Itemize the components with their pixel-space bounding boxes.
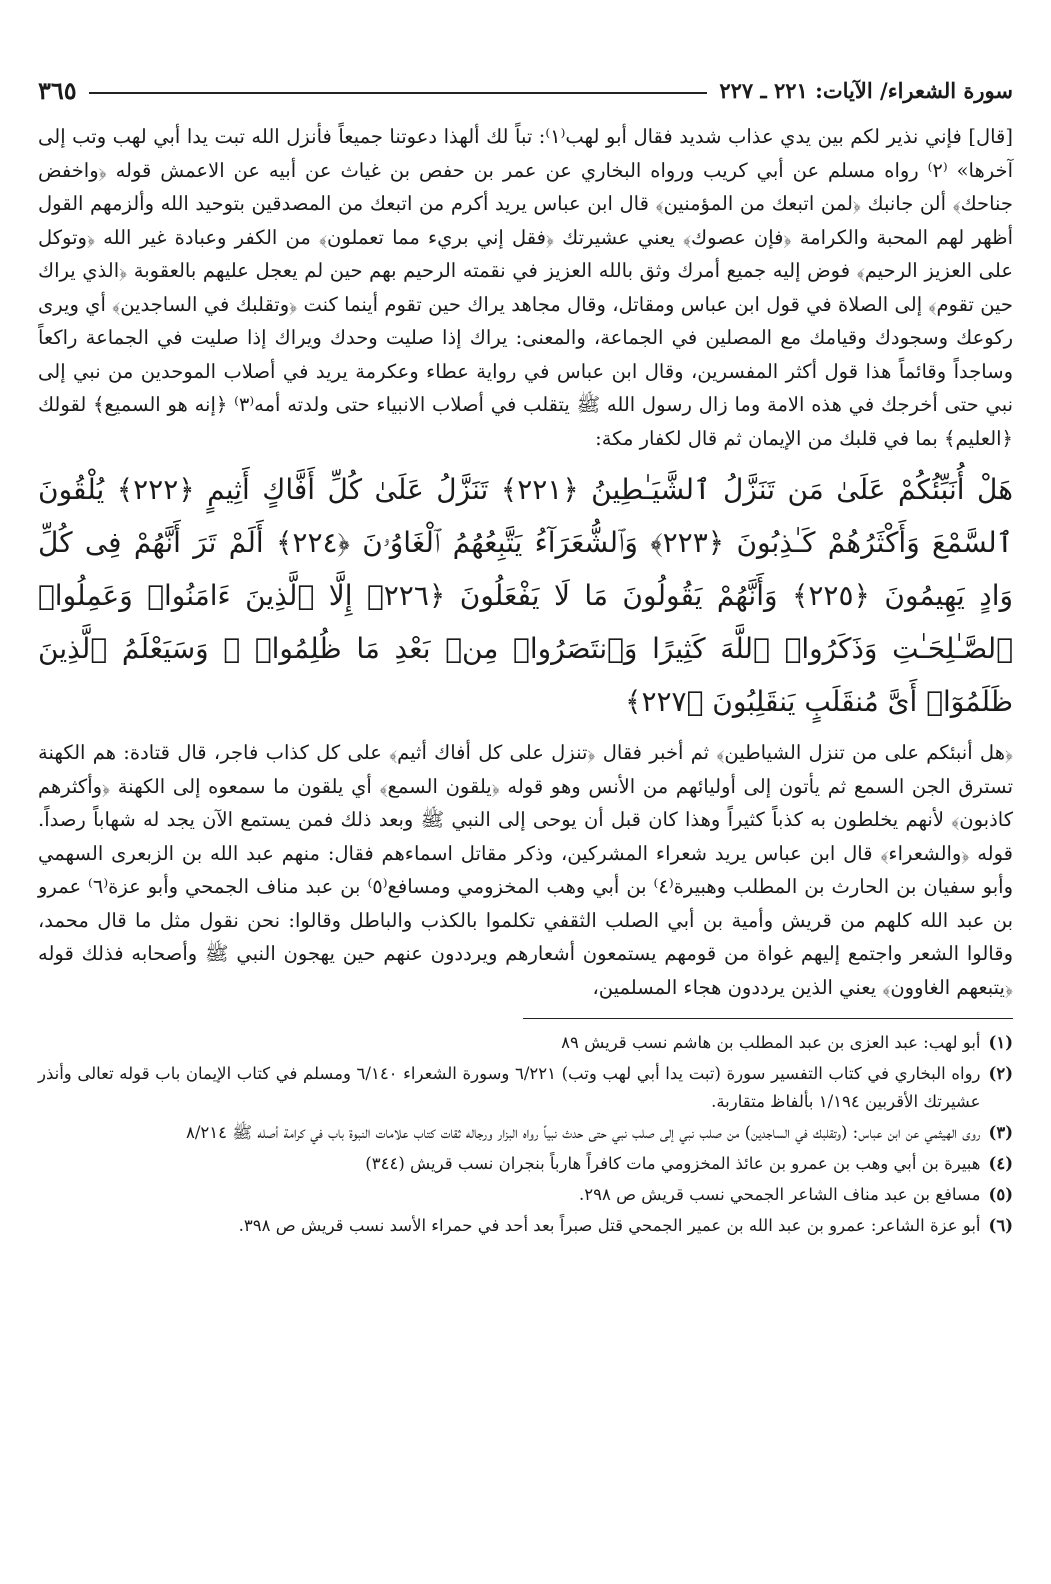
footnote-text: رواه البخاري في كتاب التفسير سورة (تبت يدا أبي لهب وتب) ٦/٢٢١ وسورة الشعراء ٦/١٤٠ ومسلم في كتاب الإيمان باب قوله تعالى وأنذر عشيرتك الأقربين ١/١٩٤ بألفاظ متقاربة.: [38, 1064, 981, 1111]
quran-verses: هَلْ أُنَبِّئُكُمْ عَلَىٰ مَن تَنَزَّلُ ٱلشَّيَـٰطِينُ ﴿٢٢١﴾ تَنَزَّلُ عَلَىٰ كُلِّ أَفَّاكٍ أَثِيمٍ ﴿٢٢٢﴾ يُلْقُونَ ٱلسَّمْعَ وَأَكْثَرُهُمْ كَـٰذِبُونَ ﴿٢٢٣﴾ وَٱلشُّعَرَآءُ يَتَّبِعُهُمُ ٱلْغَاوُۥنَ ﴿٢٢٤﴾ أَلَمْ تَرَ أَنَّهُمْ فِى كُلِّ وَادٍ يَهِيمُونَ ﴿٢٢٥﴾ وَأَنَّهُمْ يَقُولُونَ مَا لَا يَفْعَلُونَ ﴿٢٢٦﴾ إِلَّا ٱلَّذِينَ ءَامَنُوا۟ وَعَمِلُوا۟ ٱلصَّـٰلِحَـٰتِ وَذَكَرُوا۟ ٱللَّهَ كَثِيرًا وَٱنتَصَرُوا۟ مِنۢ بَعْدِ مَا ظُلِمُوا۟ ۗ وَسَيَعْلَمُ ٱلَّذِينَ ظَلَمُوٓا۟ أَىَّ مُنقَلَبٍ يَنقَلِبُونَ ﴿٢٢٧﴾: [38, 473, 1014, 718]
header-rule: [89, 92, 708, 94]
footnote-number: (٤): [988, 1154, 1013, 1173]
footnote-number: (٢): [988, 1064, 1013, 1083]
surah-title: سورة الشعراء/ الآيات: ٢٢١ ـ ٢٢٧: [719, 77, 1013, 103]
footnotes: [38, 1029, 1013, 1240]
footnote-item: [38, 1212, 1013, 1240]
footnote-text: هبيرة بن أبي وهب بن عمرو بن عائذ المخزومي مات كافراً هارباً بنجران نسب قريش (٣٤٤): [365, 1154, 981, 1173]
footnote-separator: [523, 1018, 1013, 1019]
footnote-item: [38, 1029, 1013, 1057]
footnote-item: [38, 1181, 1013, 1209]
footnote-number: (٣): [988, 1123, 1013, 1142]
footnote-text: مسافع بن عبد مناف الشاعر الجمحي نسب قريش ص ٢٩٨.: [579, 1185, 981, 1204]
footnote-item: [38, 1060, 1013, 1116]
commentary-paragraph-2: ﴿هل أنبئكم على من تنزل الشياطين﴾ ثم أخبر فقال ﴿تنزل على كل أفاك أثيم﴾ على كل كذاب فاجر، قال قتادة: هم الكهنة تسترق الجن السمع ثم يأتون إلى أوليائهم من الأنس وهو قوله ﴿يلقون السمع﴾ أي يلقون ما سمعوه إلى الكهنة ﴿وأكثرهم كاذبون﴾ لأنهم يخلطون به كذباً كثيراً وهذا كان قبل أن يوحى إلى النبي ﷺ وبعد ذلك فمن يستمع الآن يجد له شهاباً رصداً. قوله ﴿والشعراء﴾ قال ابن عباس يريد شعراء المشركين، وذكر مقاتل اسماءهم فقال: منهم عبد الله بن الزبعرى السهمي وأبو سفيان بن الحارث بن المطلب وهبيرة⁽٤⁾ بن أبي وهب المخزومي ومسافع⁽٥⁾ بن عبد مناف الجمحي وأبو عزة⁽٦⁾ عمرو بن عبد الله كلهم من قريش وأمية بن أبي الصلب الثقفي تكلموا بالكذب والباطل وقالوا: نحن نقول مثل ما قال محمد، وقالوا الشعر واجتمع إليهم غواة من قومهم يستمعون أشعارهم ويرددون عنهم حين يهجون النبي ﷺ وأصحابه فذلك قوله ﴿يتبعهم الغاوون﴾ يعني الذين يرددون هجاء المسلمين،: [38, 741, 1014, 999]
footnote-number: (٦): [988, 1216, 1013, 1235]
footnote-text: أبو عزة الشاعر: عمرو بن عبد الله بن عمير الجمحي قتل صبراً بعد أحد في حمراء الأسد نسب قريش ص ٣٩٨.: [238, 1216, 981, 1235]
footnote-number: (٥): [988, 1185, 1013, 1204]
page-header: [38, 70, 1013, 110]
footnote-text: روى الهيثمي عن ابن عباس: (وتقلبك في الساجدين) من صلب نبي إلى صلب نبي حتى حدث نبياً رواه البزار ورجاله ثقات كتاب علامات النبوة باب في كرامة أصله ﷺ ٨/٢١٤: [185, 1123, 981, 1142]
footnote-item: [38, 1150, 1013, 1178]
commentary-paragraph-1: [قال] فإني نذير لكم بين يدي عذاب شديد فقال أبو لهب⁽١⁾: تباً لك ألهذا دعوتنا جميعاً فأنزل الله تبت يدا أبي لهب وتب إلى آخرها» ⁽٢⁾ رواه مسلم عن أبي كريب ورواه البخاري عن عمر بن حفص بن غياث عن أبيه عن الاعمش قوله ﴿واخفض جناحك﴾ ألن جانبك ﴿لمن اتبعك من المؤمنين﴾ قال ابن عباس يريد أكرم من اتبعك من المصدقين بتوحيد الله وألزمهم القول أظهر لهم المحبة والكرامة ﴿فإن عصوك﴾ يعني عشيرتك ﴿فقل إني بريء مما تعملون﴾ من الكفر وعبادة غير الله ﴿وتوكل على العزيز الرحيم﴾ فوض إليه جميع أمرك وثق بالله العزيز في نقمته الرحيم بهم حين لم يعجل عليهم بالعقوبة ﴿الذي يراك حين تقوم﴾ إلى الصلاة في قول ابن عباس ومقاتل، وقال مجاهد يراك حين تقوم أينما كنت ﴿وتقلبك في الساجدين﴾ أي ويرى ركوعك وسجودك وقيامك مع المصلين في الجماعة، والمعنى: يراك إذا صليت وحدك ويراك إذا صليت في الجماعة راكعاً وساجداً وقائماً هذا قول أكثر المفسرين، وقال ابن عباس في رواية عطاء وعكرمة يريد في أصلاب الموحدين من نبي إلى نبي حتى أخرجك في هذه الامة وما زال رسول الله ﷺ يتقلب في أصلاب الانبياء حتى ولدته أمه⁽٣⁾ ﴿إنه هو السميع﴾ لقولك ﴿العليم﴾ بما في قلبك من الإيمان ثم قال لكفار مكة:: [38, 125, 1014, 450]
footnote-text: أبو لهب: عبد العزى بن عبد المطلب بن هاشم نسب قريش ٨٩: [561, 1033, 981, 1052]
page-number: ٣٦٥: [38, 75, 77, 105]
footnote-number: (١): [988, 1033, 1013, 1052]
footnote-item: [38, 1119, 1013, 1147]
